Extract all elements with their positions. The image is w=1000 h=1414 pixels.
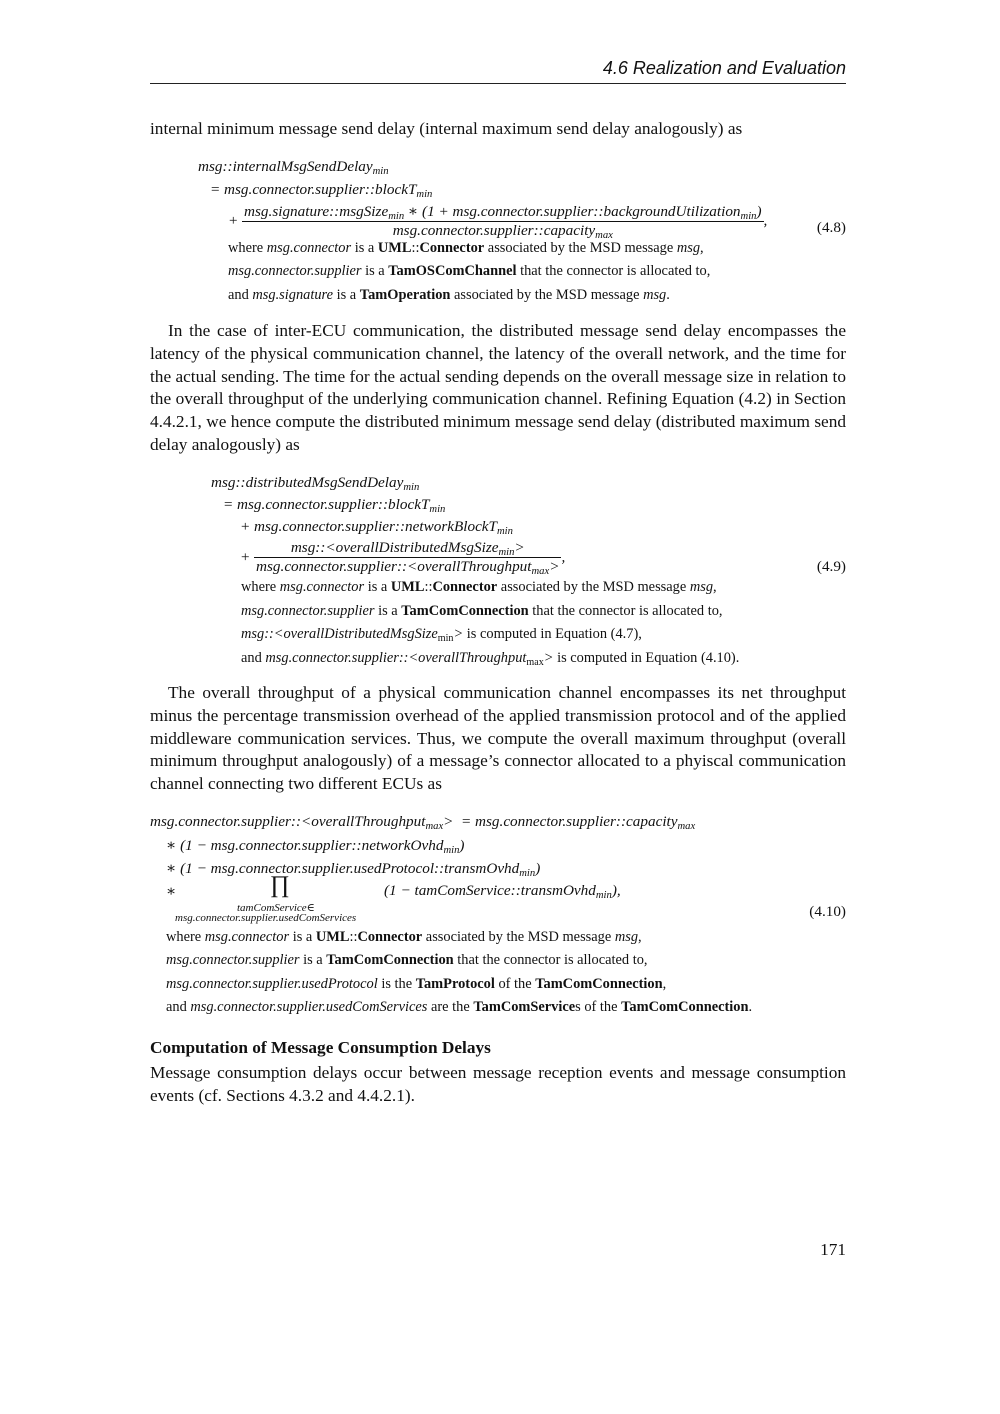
eq49-fraction: $\frac{msg::<overallDistributedMsgSize_{min}>}{msg.connector.supplier::<overallThroughput_{max}>}$ (256, 539, 560, 577)
eq410-product-under1: tamComService∈ (237, 902, 315, 914)
eq410-where3: msg.connector.supplier.usedProtocol is the TamProtocol of the TamComConnection, (166, 976, 667, 992)
eq410-line4-star: ∗ (166, 883, 177, 900)
eq410-product-under2: msg.connector.supplier.usedComServices (175, 912, 357, 924)
paragraph-3: Message consumption delays occur between message reception events and message consumption events (cf. Sections 4.3.2 and 4.4.2.1). (150, 1063, 846, 1105)
eq48-number: (4.8) (816, 219, 846, 236)
intro-text: internal minimum message send delay (internal maximum send delay analogously) as (150, 119, 743, 138)
eq410-line1: msg.connector.supplier::<overallThroughput$_{max}$> = msg.connector.supplier::capacity$_{max}$ (150, 813, 696, 832)
eq49-where1: where msg.connector is a UML::Connector associated by the MSD message msg, (241, 579, 717, 595)
eq410-where1: where msg.connector is a UML::Connector associated by the MSD message msg, (166, 929, 642, 945)
eq410-line3: ∗ (1 − msg.connector.supplier.usedProtocol::transmOvhd$_{min}$) (166, 860, 541, 879)
header-rule (150, 83, 846, 84)
page-number: 171 (820, 1240, 846, 1259)
eq49-where3: msg::<overallDistributedMsgSize$_{min}$> is computed in Equation (4.7), (241, 626, 642, 644)
paragraph-2: The overall throughput of a physical communication channel encompasses its net throughput minus the percentage transmission overhead of the applied transmission protocol and of the applied middleware communication services. Thus, we compute the overall maximum throughput (overall minimum throughput analogously) of a message’s connector allocated to a phyiscal communication channel connecting two different ECUs as (150, 683, 846, 794)
eq49-line1: = msg.connector.supplier::blockT$_{min}$ (223, 496, 446, 515)
eq410-line4-term: (1 − tamComService::transmOvhd$_{min}$), (384, 882, 621, 901)
section-heading: Computation of Message Consumption Delays (150, 1038, 491, 1057)
eq49-number: (4.9) (816, 558, 846, 575)
eq49-lhs: msg::distributedMsgSendDelay$_{min}$ (211, 474, 420, 493)
eq48-lhs: msg::internalMsgSendDelay$_{min}$ (198, 158, 389, 177)
product-symbol: ∏ (270, 872, 290, 898)
eq49-where2: msg.connector.supplier is a TamComConnection that the connector is allocated to, (241, 603, 723, 619)
paragraph-1: In the case of inter-ECU communication, the distributed message send delay encompasses the latency of the physical communication channel, the latency of the overall network, and the time for the actual sending. The time for the actual sending depends on the overall message size in relation to the overall throughput of the underlying communication channel. Refining Equation (4.2) in Section 4.4.2.1, we hence compute the distributed minimum message send delay (distributed maximum send delay analogously) as (150, 321, 846, 454)
eq48-fraction: msg.signature::msgSize$_{min}$ ∗ (1 + msg.connector.supplier::backgroundUtilization$_{min}$) msg.connector.supplier::capacity$_{max}$ (244, 203, 762, 241)
eq48-where2: msg.connector.supplier is a TamOSComChannel that the connector is allocated to, (228, 263, 711, 279)
eq48-fraction-line: + msg.signature::msgSize$_{min}$ ∗ (1 + msg.connector.supplier::backgroundUtilization$_{min}$) msg.connector.supplier::capacity$_{max}$ , (228, 203, 768, 241)
eq48-where3: and msg.signature is a TamOperation associated by the MSD message msg. (228, 287, 670, 303)
eq410-number: (4.10) (809, 903, 846, 920)
eq49-where4: and msg.connector.supplier::<overallThroughput$_{max}$> is computed in Equation (4.10). (241, 650, 740, 668)
eq410-where4: and msg.connector.supplier.usedComServices are the TamComServices of the TamComConnection. (166, 999, 753, 1015)
eq410-where2: msg.connector.supplier is a TamComConnection that the connector is allocated to, (166, 952, 648, 968)
eq49-line2: + msg.connector.supplier::networkBlockT$_{min}$ (240, 518, 513, 537)
eq48-line1: = msg.connector.supplier::blockT$_{min}$ (210, 181, 433, 200)
eq49-fraction-line: + $\frac{msg::<overallDistributedMsgSize_{min}>}{msg.connector.supplier::<overallThroughput_{max}>}$ , (240, 539, 566, 577)
eq410-line2: ∗ (1 − msg.connector.supplier::networkOvhd$_{min}$) (166, 837, 465, 856)
eq48-where1: where msg.connector is a UML::Connector associated by the MSD message msg, (228, 240, 704, 256)
running-header: 4.6 Realization and Evaluation (602, 58, 846, 78)
